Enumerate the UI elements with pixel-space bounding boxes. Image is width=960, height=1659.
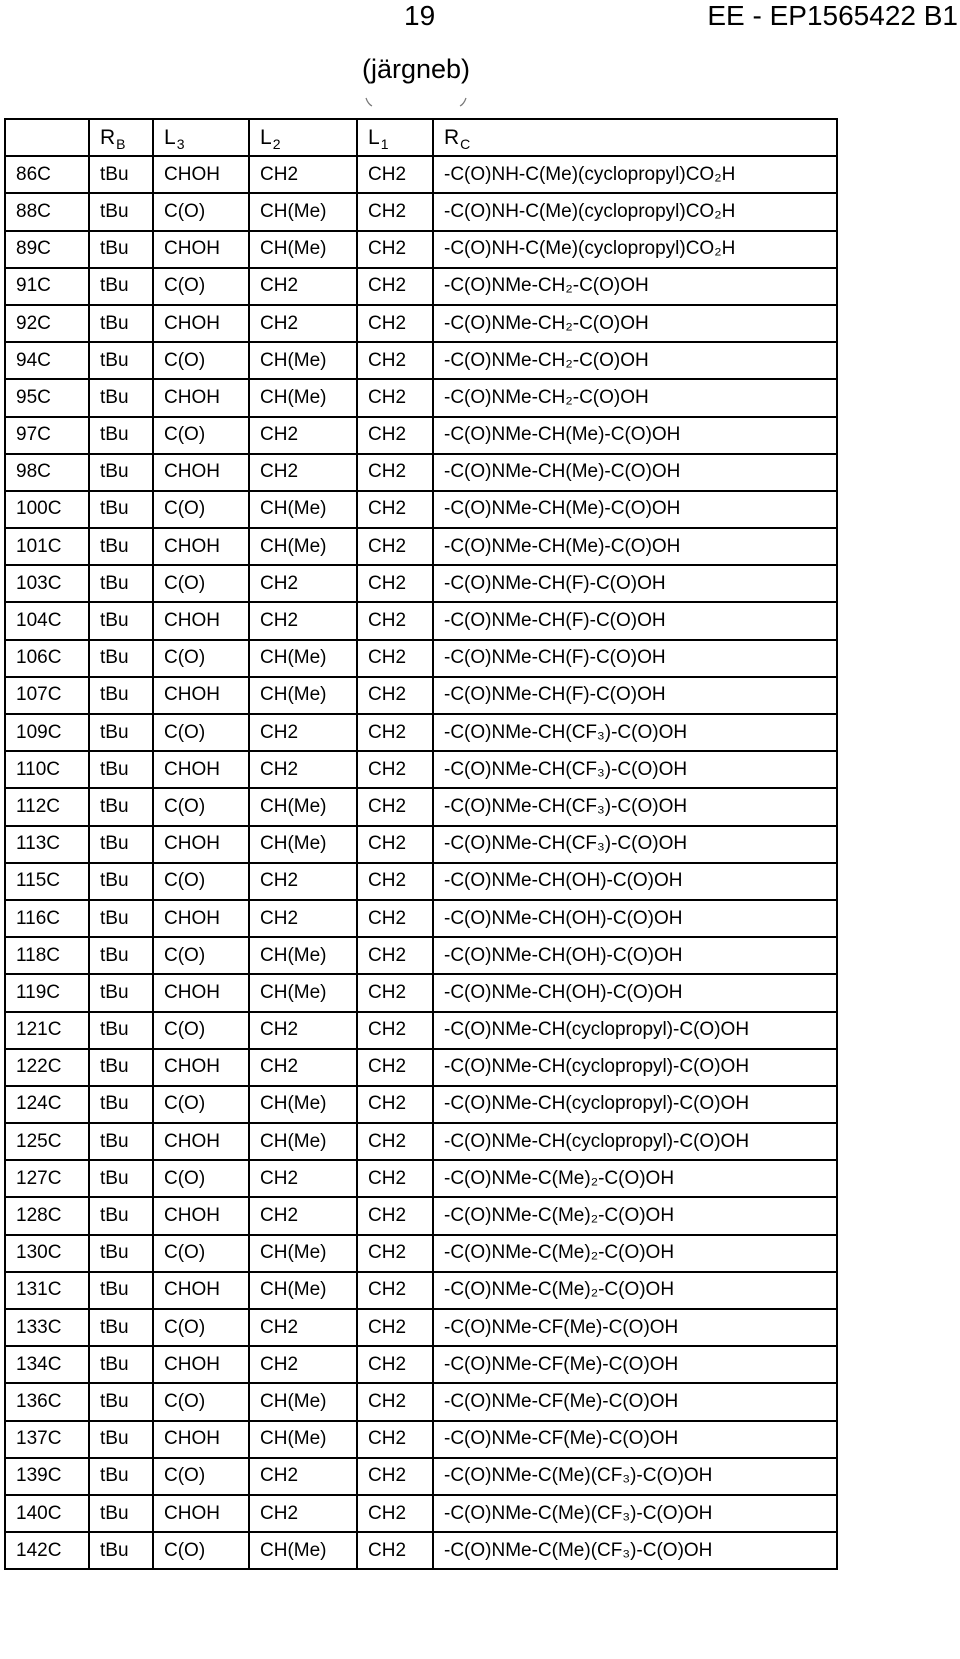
table-cell: tBu bbox=[89, 1309, 153, 1346]
table-cell: CH2 bbox=[357, 193, 433, 230]
column-header bbox=[249, 119, 357, 156]
table-row bbox=[5, 305, 837, 342]
table-cell: CH2 bbox=[249, 602, 357, 639]
table-cell: CH(Me) bbox=[249, 788, 357, 825]
table-cell: -C(O)NH-C(Me)(cyclopropyl)CO₂H bbox=[433, 193, 837, 230]
table-cell: CH(Me) bbox=[249, 640, 357, 677]
table-row bbox=[5, 193, 837, 230]
table-cell: 133C bbox=[5, 1309, 89, 1346]
column-header-main: R bbox=[444, 125, 460, 149]
table-cell: -C(O)NMe-CH₂-C(O)OH bbox=[433, 379, 837, 416]
table-cell: CH2 bbox=[357, 417, 433, 454]
table-cell: C(O) bbox=[153, 1532, 249, 1569]
table-cell: tBu bbox=[89, 268, 153, 305]
table-cell: 91C bbox=[5, 268, 89, 305]
table-cell: CH2 bbox=[249, 305, 357, 342]
table-cell: CH(Me) bbox=[249, 1123, 357, 1160]
table-cell: CH2 bbox=[249, 1458, 357, 1495]
column-header-main: L bbox=[368, 125, 380, 149]
table-row bbox=[5, 1532, 837, 1569]
table-row bbox=[5, 900, 837, 937]
column-header bbox=[357, 119, 433, 156]
table-cell: CH2 bbox=[357, 714, 433, 751]
table-cell: tBu bbox=[89, 454, 153, 491]
table-cell: CHOH bbox=[153, 1421, 249, 1458]
table-cell: CHOH bbox=[153, 305, 249, 342]
table-cell: 107C bbox=[5, 677, 89, 714]
column-header-main: L bbox=[260, 125, 272, 149]
table-cell: CHOH bbox=[153, 528, 249, 565]
table-cell: C(O) bbox=[153, 193, 249, 230]
table-cell: CH(Me) bbox=[249, 677, 357, 714]
table-cell: CH2 bbox=[357, 1346, 433, 1383]
table-cell: CH2 bbox=[357, 937, 433, 974]
table-cell: -C(O)NMe-CH₂-C(O)OH bbox=[433, 268, 837, 305]
table-cell: C(O) bbox=[153, 1086, 249, 1123]
table-cell: CHOH bbox=[153, 1197, 249, 1234]
table-row bbox=[5, 714, 837, 751]
table-cell: 112C bbox=[5, 788, 89, 825]
table-cell: tBu bbox=[89, 1086, 153, 1123]
table-row bbox=[5, 1123, 837, 1160]
table-cell: -C(O)NMe-C(Me)(CF₃)-C(O)OH bbox=[433, 1532, 837, 1569]
table-cell: CH2 bbox=[357, 1532, 433, 1569]
table-cell: tBu bbox=[89, 751, 153, 788]
table-cell: 101C bbox=[5, 528, 89, 565]
table-cell: tBu bbox=[89, 1532, 153, 1569]
table-row bbox=[5, 491, 837, 528]
table-cell: tBu bbox=[89, 788, 153, 825]
table-cell: tBu bbox=[89, 602, 153, 639]
table-cell: CH(Me) bbox=[249, 974, 357, 1011]
table-row bbox=[5, 937, 837, 974]
table-cell: tBu bbox=[89, 1235, 153, 1272]
table-cell: C(O) bbox=[153, 714, 249, 751]
table-cell: 118C bbox=[5, 937, 89, 974]
table-cell: 92C bbox=[5, 305, 89, 342]
table-cell: CH2 bbox=[357, 1272, 433, 1309]
table-cell: 98C bbox=[5, 454, 89, 491]
table-cell: CH(Me) bbox=[249, 231, 357, 268]
table-cell: 115C bbox=[5, 863, 89, 900]
table-cell: CH(Me) bbox=[249, 937, 357, 974]
table-cell: -C(O)NMe-CH(Me)-C(O)OH bbox=[433, 528, 837, 565]
table-cell: C(O) bbox=[153, 417, 249, 454]
table-cell: -C(O)NMe-CH(CF₃)-C(O)OH bbox=[433, 826, 837, 863]
table-cell: 122C bbox=[5, 1049, 89, 1086]
compound-table bbox=[4, 118, 838, 1570]
document-id: EE - EP1565422 B1 bbox=[707, 0, 958, 31]
table-cell: tBu bbox=[89, 565, 153, 602]
table-cell: CH2 bbox=[357, 677, 433, 714]
table-cell: CH2 bbox=[249, 1197, 357, 1234]
table-cell: tBu bbox=[89, 1346, 153, 1383]
table-cell: CH(Me) bbox=[249, 1235, 357, 1272]
table-cell: -C(O)NMe-CH(OH)-C(O)OH bbox=[433, 974, 837, 1011]
table-cell: CH2 bbox=[357, 491, 433, 528]
table-cell: CH2 bbox=[357, 1049, 433, 1086]
table-cell: CH2 bbox=[357, 1012, 433, 1049]
table-cell: -C(O)NH-C(Me)(cyclopropyl)CO₂H bbox=[433, 156, 837, 193]
table-row bbox=[5, 1383, 837, 1420]
table-cell: 136C bbox=[5, 1383, 89, 1420]
table-cell: 116C bbox=[5, 900, 89, 937]
table-cell: C(O) bbox=[153, 640, 249, 677]
column-header-main: L bbox=[164, 125, 176, 149]
table-cell: 125C bbox=[5, 1123, 89, 1160]
table-row bbox=[5, 565, 837, 602]
table-cell: tBu bbox=[89, 1421, 153, 1458]
table-cell: -C(O)NMe-C(Me)₂-C(O)OH bbox=[433, 1160, 837, 1197]
table-cell: CH2 bbox=[249, 1160, 357, 1197]
table-row bbox=[5, 677, 837, 714]
table-cell: C(O) bbox=[153, 1235, 249, 1272]
table-cell: -C(O)NMe-C(Me)₂-C(O)OH bbox=[433, 1197, 837, 1234]
table-cell: CHOH bbox=[153, 974, 249, 1011]
table-cell: CH2 bbox=[249, 1346, 357, 1383]
table-cell: CHOH bbox=[153, 454, 249, 491]
table-cell: C(O) bbox=[153, 1012, 249, 1049]
table-cell: CH2 bbox=[357, 1421, 433, 1458]
table-row bbox=[5, 1495, 837, 1532]
table-cell: CH2 bbox=[357, 1458, 433, 1495]
table-cell: -C(O)NMe-CH(Me)-C(O)OH bbox=[433, 491, 837, 528]
table-cell: tBu bbox=[89, 1495, 153, 1532]
table-header-row bbox=[5, 119, 837, 156]
table-cell: C(O) bbox=[153, 863, 249, 900]
table-cell: CH2 bbox=[249, 565, 357, 602]
table-cell: tBu bbox=[89, 342, 153, 379]
table-cell: CH2 bbox=[357, 602, 433, 639]
table-cell: 140C bbox=[5, 1495, 89, 1532]
table-cell: tBu bbox=[89, 1123, 153, 1160]
table-cell: CH(Me) bbox=[249, 193, 357, 230]
table-cell: CH2 bbox=[357, 1309, 433, 1346]
table-cell: -C(O)NMe-CH₂-C(O)OH bbox=[433, 305, 837, 342]
table-cell: CH2 bbox=[249, 1012, 357, 1049]
table-cell: C(O) bbox=[153, 1458, 249, 1495]
table-cell: C(O) bbox=[153, 1383, 249, 1420]
table-cell: -C(O)NMe-CH(CF₃)-C(O)OH bbox=[433, 788, 837, 825]
table-cell: CH(Me) bbox=[249, 1272, 357, 1309]
table-cell: tBu bbox=[89, 1383, 153, 1420]
table-cell: C(O) bbox=[153, 342, 249, 379]
table-cell: CH2 bbox=[357, 156, 433, 193]
table-cell: 109C bbox=[5, 714, 89, 751]
table-cell: 137C bbox=[5, 1421, 89, 1458]
table-cell: -C(O)NMe-CH(cyclopropyl)-C(O)OH bbox=[433, 1049, 837, 1086]
table-cell: C(O) bbox=[153, 1160, 249, 1197]
table-cell: 139C bbox=[5, 1458, 89, 1495]
table-cell: tBu bbox=[89, 193, 153, 230]
table-cell: CH2 bbox=[249, 417, 357, 454]
table-cell: tBu bbox=[89, 826, 153, 863]
table-cell: C(O) bbox=[153, 268, 249, 305]
table-cell: -C(O)NMe-CF(Me)-C(O)OH bbox=[433, 1346, 837, 1383]
table-cell: 97C bbox=[5, 417, 89, 454]
table-cell: CH2 bbox=[357, 788, 433, 825]
column-header-subscript: 3 bbox=[176, 135, 185, 152]
table-cell: CH2 bbox=[357, 751, 433, 788]
table-cell: C(O) bbox=[153, 937, 249, 974]
table-cell: -C(O)NMe-CH(CF₃)-C(O)OH bbox=[433, 714, 837, 751]
table-cell: -C(O)NMe-CH₂-C(O)OH bbox=[433, 342, 837, 379]
table-cell: CH2 bbox=[357, 974, 433, 1011]
table-cell: CH(Me) bbox=[249, 379, 357, 416]
table-cell: CH2 bbox=[357, 1495, 433, 1532]
table-cell: CH2 bbox=[357, 826, 433, 863]
table-cell: 124C bbox=[5, 1086, 89, 1123]
table-row bbox=[5, 1086, 837, 1123]
table-row bbox=[5, 417, 837, 454]
table-row bbox=[5, 156, 837, 193]
table-cell: tBu bbox=[89, 1197, 153, 1234]
page-number: 19 bbox=[404, 0, 436, 31]
table-cell: C(O) bbox=[153, 1309, 249, 1346]
table-cell: CH2 bbox=[249, 1495, 357, 1532]
table-cell: 130C bbox=[5, 1235, 89, 1272]
table-cell: CH(Me) bbox=[249, 1383, 357, 1420]
table-cell: -C(O)NMe-CH(cyclopropyl)-C(O)OH bbox=[433, 1012, 837, 1049]
table-cell: CHOH bbox=[153, 231, 249, 268]
table-cell: -C(O)NMe-CF(Me)-C(O)OH bbox=[433, 1383, 837, 1420]
table-cell: 86C bbox=[5, 156, 89, 193]
table-cell: -C(O)NMe-CF(Me)-C(O)OH bbox=[433, 1421, 837, 1458]
table-cell: 119C bbox=[5, 974, 89, 1011]
table-row bbox=[5, 788, 837, 825]
table-cell: tBu bbox=[89, 714, 153, 751]
table-cell: 127C bbox=[5, 1160, 89, 1197]
table-cell: 88C bbox=[5, 193, 89, 230]
table-cell: CHOH bbox=[153, 1049, 249, 1086]
table-cell: tBu bbox=[89, 974, 153, 1011]
table-cell: -C(O)NMe-CH(F)-C(O)OH bbox=[433, 677, 837, 714]
table-cell: 113C bbox=[5, 826, 89, 863]
table-cell: C(O) bbox=[153, 491, 249, 528]
table-row bbox=[5, 602, 837, 639]
table-row bbox=[5, 640, 837, 677]
table-row bbox=[5, 528, 837, 565]
table-row bbox=[5, 1160, 837, 1197]
table-cell: 121C bbox=[5, 1012, 89, 1049]
column-header-main: R bbox=[100, 125, 116, 149]
column-header bbox=[89, 119, 153, 156]
table-cell: CHOH bbox=[153, 1123, 249, 1160]
table-row bbox=[5, 1346, 837, 1383]
column-header-subscript: 1 bbox=[380, 135, 389, 152]
table-cell: CH(Me) bbox=[249, 491, 357, 528]
table-cell: CH2 bbox=[357, 379, 433, 416]
table-cell: -C(O)NMe-CH(F)-C(O)OH bbox=[433, 602, 837, 639]
table-cell: tBu bbox=[89, 1160, 153, 1197]
table-cell: CH2 bbox=[357, 454, 433, 491]
table-cell: -C(O)NMe-CH(cyclopropyl)-C(O)OH bbox=[433, 1123, 837, 1160]
column-header-subscript: 2 bbox=[272, 135, 281, 152]
table-cell: tBu bbox=[89, 1049, 153, 1086]
table-cell: -C(O)NMe-C(Me)(CF₃)-C(O)OH bbox=[433, 1458, 837, 1495]
table-cell: CH2 bbox=[357, 342, 433, 379]
table-cell: CH2 bbox=[249, 714, 357, 751]
table-cell: -C(O)NMe-CH(OH)-C(O)OH bbox=[433, 937, 837, 974]
table-cell: tBu bbox=[89, 305, 153, 342]
table-cell: -C(O)NMe-CH(F)-C(O)OH bbox=[433, 565, 837, 602]
table-cell: CHOH bbox=[153, 156, 249, 193]
table-cell: 110C bbox=[5, 751, 89, 788]
table-cell: -C(O)NMe-C(Me)₂-C(O)OH bbox=[433, 1272, 837, 1309]
table-row bbox=[5, 454, 837, 491]
table-cell: 94C bbox=[5, 342, 89, 379]
table-cell: CH2 bbox=[357, 640, 433, 677]
table-cell: CHOH bbox=[153, 751, 249, 788]
table-cell: CH2 bbox=[357, 1383, 433, 1420]
table-cell: tBu bbox=[89, 937, 153, 974]
table-row bbox=[5, 751, 837, 788]
table-cell: -C(O)NMe-CH(cyclopropyl)-C(O)OH bbox=[433, 1086, 837, 1123]
table-cell: CH2 bbox=[357, 1160, 433, 1197]
table-cell: 106C bbox=[5, 640, 89, 677]
table-continuation-marks bbox=[364, 96, 468, 110]
table-row bbox=[5, 1458, 837, 1495]
table-cell: CH2 bbox=[357, 863, 433, 900]
table-cell: -C(O)NMe-CF(Me)-C(O)OH bbox=[433, 1309, 837, 1346]
table-cell: CH2 bbox=[357, 528, 433, 565]
table-cell: tBu bbox=[89, 863, 153, 900]
table-cell: tBu bbox=[89, 379, 153, 416]
table-cell: -C(O)NMe-CH(OH)-C(O)OH bbox=[433, 863, 837, 900]
table-cell: CHOH bbox=[153, 1495, 249, 1532]
table-cell: tBu bbox=[89, 528, 153, 565]
table-cell: CH(Me) bbox=[249, 528, 357, 565]
table-cell: CH2 bbox=[357, 1235, 433, 1272]
column-header bbox=[433, 119, 837, 156]
table-cell: -C(O)NMe-CH(F)-C(O)OH bbox=[433, 640, 837, 677]
table-cell: CH(Me) bbox=[249, 826, 357, 863]
table-cell: CHOH bbox=[153, 826, 249, 863]
column-header bbox=[153, 119, 249, 156]
table-cell: CH2 bbox=[357, 1086, 433, 1123]
table-cell: CH2 bbox=[249, 1049, 357, 1086]
table-cell: 142C bbox=[5, 1532, 89, 1569]
table-cell: CH(Me) bbox=[249, 1421, 357, 1458]
table-cell: tBu bbox=[89, 491, 153, 528]
table-cell: C(O) bbox=[153, 565, 249, 602]
table-cell: CHOH bbox=[153, 900, 249, 937]
column-header-subscript: C bbox=[460, 135, 471, 152]
table-cell: CH(Me) bbox=[249, 342, 357, 379]
table-cell: CH2 bbox=[249, 454, 357, 491]
table-cell: CH2 bbox=[249, 1309, 357, 1346]
table-cell: tBu bbox=[89, 1272, 153, 1309]
table-cell: CH2 bbox=[357, 565, 433, 602]
table-cell: -C(O)NMe-CH(Me)-C(O)OH bbox=[433, 454, 837, 491]
table-cell: 95C bbox=[5, 379, 89, 416]
table-cell: CHOH bbox=[153, 1272, 249, 1309]
table-cell: CH2 bbox=[357, 268, 433, 305]
table-row bbox=[5, 1235, 837, 1272]
table-row bbox=[5, 1309, 837, 1346]
table-row bbox=[5, 1421, 837, 1458]
table-row bbox=[5, 863, 837, 900]
table-row bbox=[5, 1197, 837, 1234]
table-cell: tBu bbox=[89, 417, 153, 454]
table-cell: 89C bbox=[5, 231, 89, 268]
table-row bbox=[5, 1012, 837, 1049]
table-cell: -C(O)NMe-C(Me)₂-C(O)OH bbox=[433, 1235, 837, 1272]
table-cell: C(O) bbox=[153, 788, 249, 825]
table-row bbox=[5, 826, 837, 863]
table-cell: CH(Me) bbox=[249, 1086, 357, 1123]
table-cell: CH2 bbox=[357, 900, 433, 937]
table-row bbox=[5, 1272, 837, 1309]
table-cell: CHOH bbox=[153, 379, 249, 416]
table-cell: tBu bbox=[89, 231, 153, 268]
table-cell: tBu bbox=[89, 156, 153, 193]
table-cell: CH2 bbox=[249, 900, 357, 937]
table-cell: 134C bbox=[5, 1346, 89, 1383]
table-cell: CH2 bbox=[357, 1123, 433, 1160]
table-cell: tBu bbox=[89, 1458, 153, 1495]
table-cell: CHOH bbox=[153, 602, 249, 639]
table-cell: 103C bbox=[5, 565, 89, 602]
table-row bbox=[5, 268, 837, 305]
table-cell: -C(O)NMe-CH(CF₃)-C(O)OH bbox=[433, 751, 837, 788]
table-cell: 128C bbox=[5, 1197, 89, 1234]
table-row bbox=[5, 342, 837, 379]
table-cell: CH2 bbox=[357, 305, 433, 342]
table-cell: CH(Me) bbox=[249, 1532, 357, 1569]
table-row bbox=[5, 974, 837, 1011]
continued-label: (järgneb) bbox=[362, 54, 471, 84]
table-cell: tBu bbox=[89, 677, 153, 714]
table-cell: tBu bbox=[89, 900, 153, 937]
table-cell: CH2 bbox=[249, 268, 357, 305]
table-cell: tBu bbox=[89, 1012, 153, 1049]
table-cell: 131C bbox=[5, 1272, 89, 1309]
table-cell: -C(O)NMe-CH(OH)-C(O)OH bbox=[433, 900, 837, 937]
table-row bbox=[5, 231, 837, 268]
table-cell: CHOH bbox=[153, 1346, 249, 1383]
table-body bbox=[5, 156, 837, 1569]
table-cell: CH2 bbox=[249, 863, 357, 900]
table-row bbox=[5, 1049, 837, 1086]
table-cell: CHOH bbox=[153, 677, 249, 714]
table-cell: CH2 bbox=[249, 156, 357, 193]
table-cell: 100C bbox=[5, 491, 89, 528]
table-row bbox=[5, 379, 837, 416]
table-cell: -C(O)NH-C(Me)(cyclopropyl)CO₂H bbox=[433, 231, 837, 268]
column-header-subscript: B bbox=[116, 135, 126, 152]
table-cell: CH2 bbox=[249, 751, 357, 788]
table-cell: CH2 bbox=[357, 231, 433, 268]
table-cell: -C(O)NMe-C(Me)(CF₃)-C(O)OH bbox=[433, 1495, 837, 1532]
column-header bbox=[5, 119, 89, 156]
table-cell: -C(O)NMe-CH(Me)-C(O)OH bbox=[433, 417, 837, 454]
table-cell: CH2 bbox=[357, 1197, 433, 1234]
table-cell: tBu bbox=[89, 640, 153, 677]
table-cell: 104C bbox=[5, 602, 89, 639]
